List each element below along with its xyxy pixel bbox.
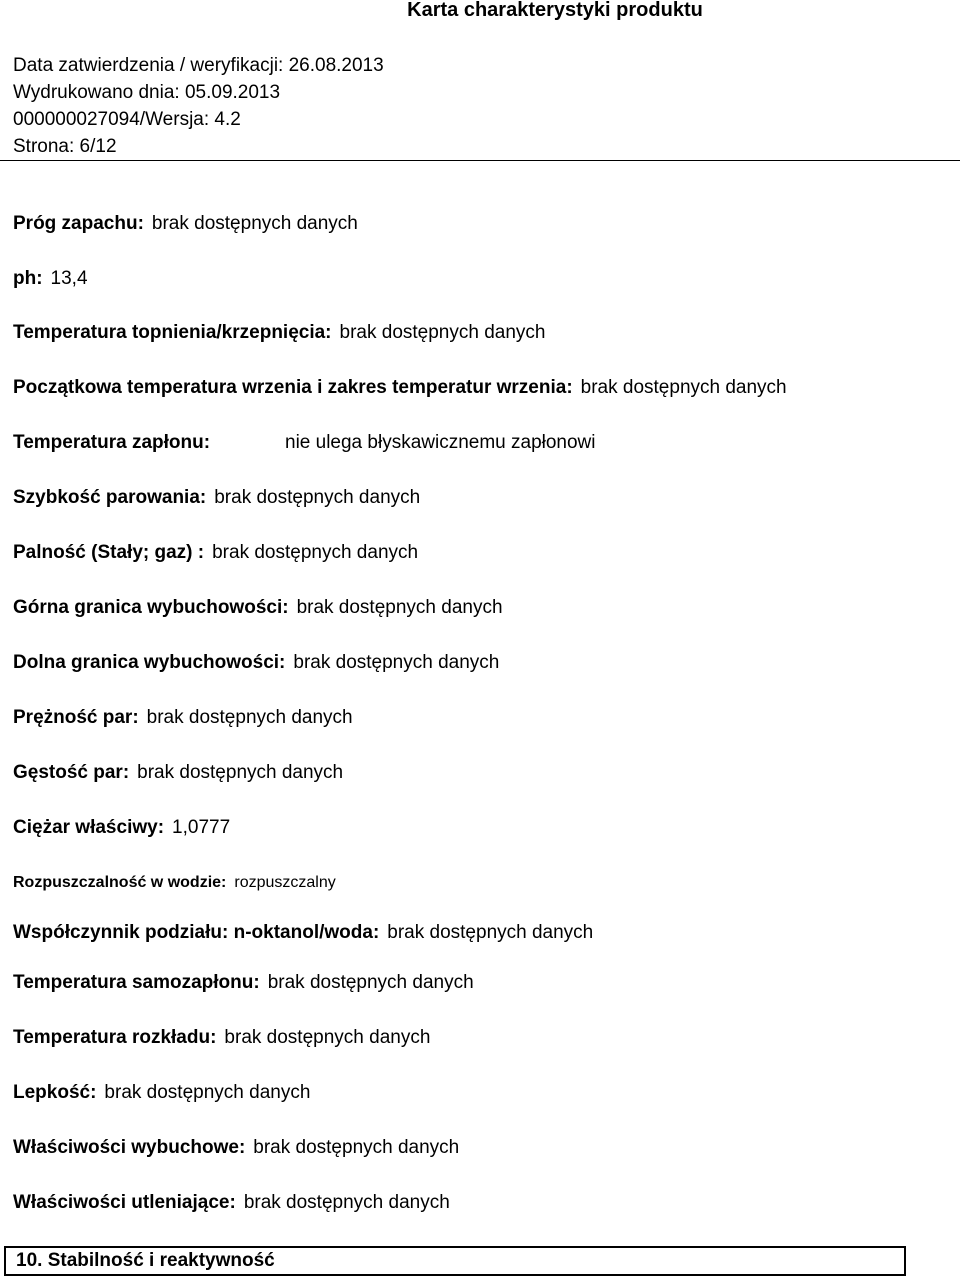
section-heading-box	[4, 1246, 906, 1276]
property-value: 13,4	[50, 268, 88, 289]
property-value: brak dostępnych danych	[296, 597, 503, 618]
property-value: brak dostępnych danych	[339, 322, 546, 343]
section-title: 10. Stabilność i reaktywność	[16, 1250, 275, 1271]
property-label: Gęstość par:	[13, 762, 130, 783]
property-label: Temperatura samozapłonu:	[13, 972, 260, 993]
property-decomposition-temperature	[13, 1027, 430, 1049]
property-specific-gravity	[13, 817, 230, 839]
property-value: brak dostępnych danych	[214, 487, 421, 508]
document-header	[13, 52, 384, 160]
property-label: Dolna granica wybuchowości:	[13, 652, 286, 673]
property-value: brak dostępnych danych	[580, 377, 787, 398]
property-value: brak dostępnych danych	[212, 542, 419, 563]
property-vapor-density	[13, 762, 343, 784]
property-value: brak dostępnych danych	[151, 213, 358, 234]
property-lower-explosive-limit	[13, 652, 499, 674]
property-label: Ciężar właściwy:	[13, 817, 165, 838]
property-autoignition-temperature	[13, 972, 474, 994]
property-value: brak dostępnych danych	[243, 1192, 450, 1213]
property-explosive-properties	[13, 1137, 459, 1159]
property-vapor-pressure	[13, 707, 353, 729]
property-label: Rozpuszczalność w wodzie:	[13, 874, 227, 891]
property-label: Szybkość parowania:	[13, 487, 207, 508]
print-date: Wydrukowano dnia: 05.09.2013	[13, 82, 281, 103]
property-flammability	[13, 542, 418, 564]
property-label: Górna granica wybuchowości:	[13, 597, 289, 618]
property-boiling-point	[13, 377, 787, 399]
property-label: Prężność par:	[13, 707, 139, 728]
property-value: brak dostępnych danych	[293, 652, 500, 673]
property-label: Próg zapachu:	[13, 213, 144, 234]
property-flash-point	[13, 432, 596, 454]
property-label: Współczynnik podziału: n-oktanol/woda:	[13, 922, 380, 943]
property-evaporation-rate	[13, 487, 420, 509]
document-title: Karta charakterystyki produktu	[407, 0, 703, 21]
property-value: brak dostępnych danych	[267, 972, 474, 993]
property-label: Właściwości wybuchowe:	[13, 1137, 246, 1158]
header-divider	[0, 160, 960, 161]
property-value: brak dostępnych danych	[104, 1082, 311, 1103]
property-label: ph:	[13, 268, 43, 289]
property-value: nie ulega błyskawicznemu zapłonowi	[285, 432, 596, 453]
property-oxidizing-properties	[13, 1192, 450, 1214]
version: 000000027094/Wersja: 4.2	[13, 109, 241, 130]
property-value: brak dostępnych danych	[224, 1027, 431, 1048]
property-label: Początkowa temperatura wrzenia i zakres temperatur wrzenia:	[13, 377, 573, 398]
property-value: rozpuszczalny	[234, 874, 336, 891]
property-label: Temperatura topnienia/krzepnięcia:	[13, 322, 332, 343]
property-label: Palność (Stały; gaz) :	[13, 542, 205, 563]
property-label: Lepkość:	[13, 1082, 97, 1103]
property-value: brak dostępnych danych	[387, 922, 594, 943]
property-value: brak dostępnych danych	[137, 762, 344, 783]
property-viscosity	[13, 1082, 310, 1104]
property-ph	[13, 268, 88, 290]
property-odor-threshold	[13, 213, 358, 235]
property-partition-coefficient	[13, 922, 593, 944]
property-value: brak dostępnych danych	[146, 707, 353, 728]
approval-date: Data zatwierdzenia / weryfikacji: 26.08.2013	[13, 55, 384, 76]
property-label: Właściwości utleniające:	[13, 1192, 236, 1213]
property-melting-point	[13, 322, 545, 344]
property-upper-explosive-limit	[13, 597, 503, 619]
property-value: 1,0777	[172, 817, 231, 838]
page-number: Strona: 6/12	[13, 136, 117, 157]
property-value: brak dostępnych danych	[253, 1137, 460, 1158]
property-label: Temperatura rozkładu:	[13, 1027, 217, 1048]
property-label: Temperatura zapłonu:	[13, 432, 211, 453]
property-water-solubility	[13, 872, 336, 894]
